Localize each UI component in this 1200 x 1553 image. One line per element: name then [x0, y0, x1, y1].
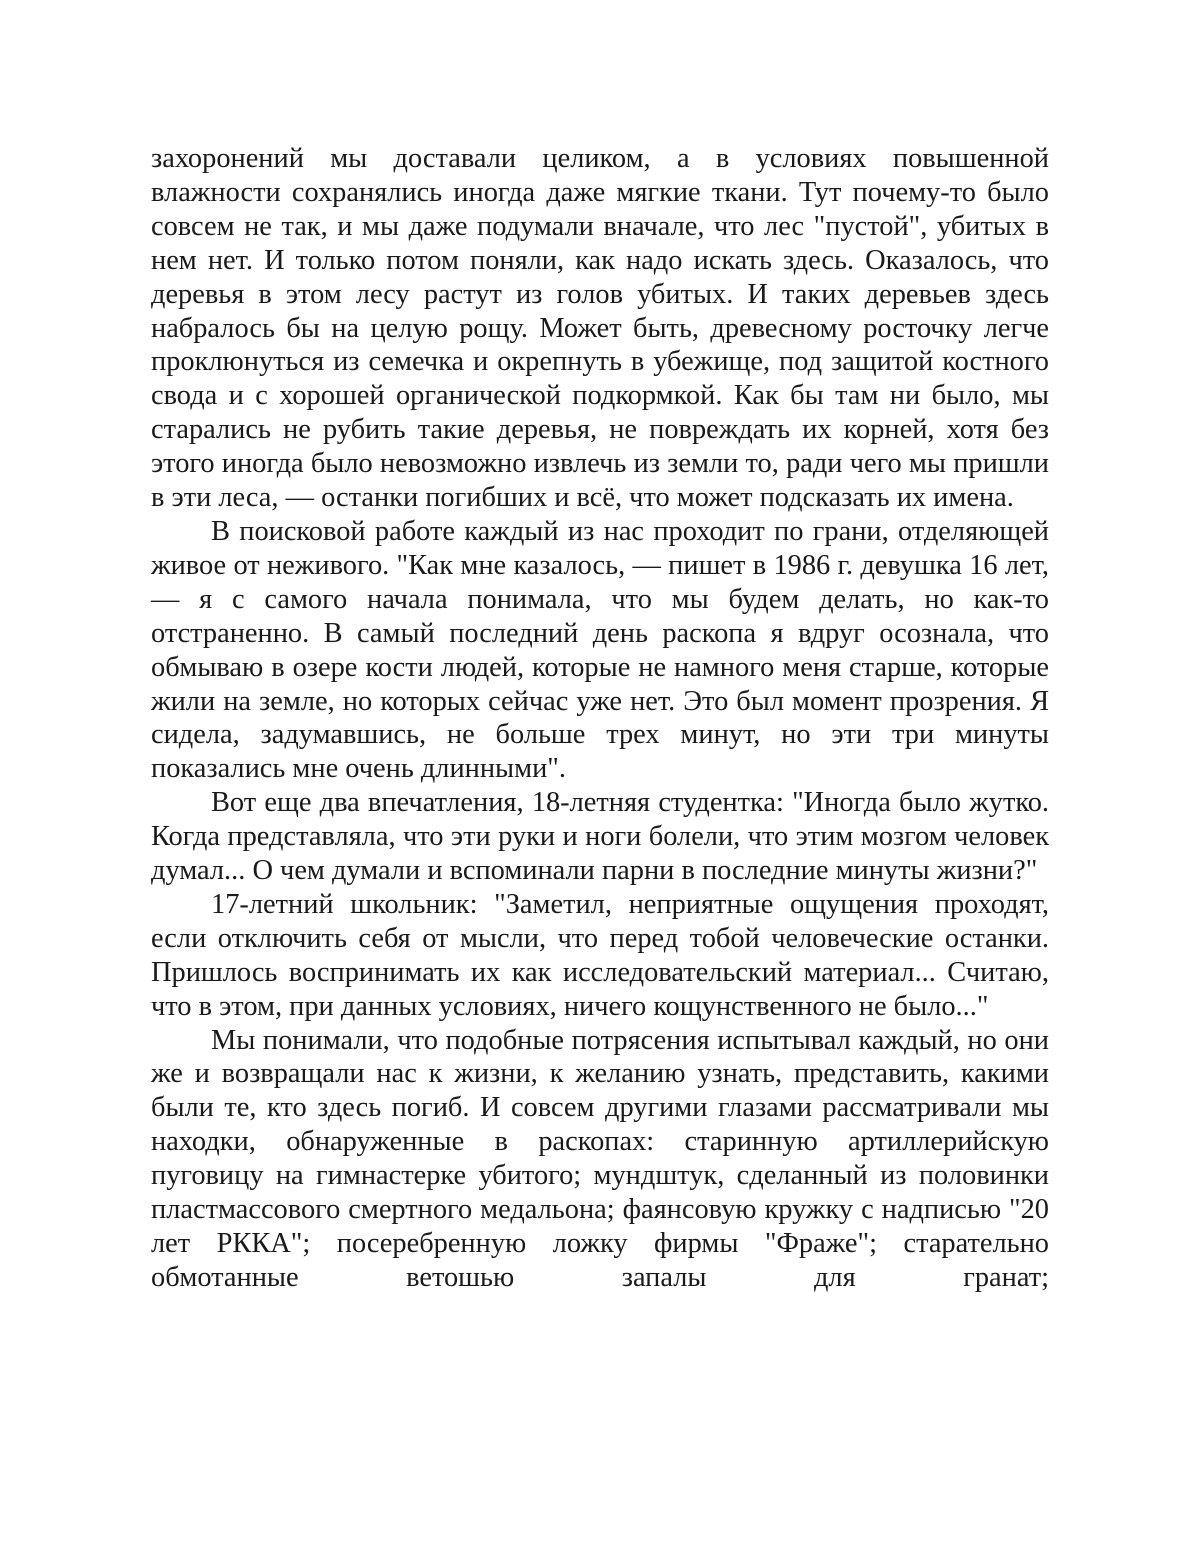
- paragraph-3: Вот еще два впечатления, 18-летняя студентка: "Иногда было жутко. Когда представляла, что эти руки и ноги болели, что этим мозгом человек думал... О чем думали и вспоминали парни в последние минуты жизни?": [151, 787, 1049, 887]
- paragraph-4: 17-летний школьник: "Заметил, неприятные ощущения проходят, если отключить себя от мысли, что перед тобой человеческие останки. Пришлось воспринимать их как исследовательский материал... Считаю, что в этом, при данных условиях, ничего кощунственного не было...": [151, 888, 1049, 1022]
- paragraph-1: захоронений мы доставали целиком, а в условиях повышенной влажности сохранялись иногда даже мягкие ткани. Тут почему-то было совсем не так, и мы даже подумали вначале, что лес "пустой", убитых в нем нет. И только потом поняли, как надо искать здесь. Оказалось, что деревья в этом лесу растут из голов убитых. И таких деревьев здесь набралось бы на целую рощу. Может быть, древесному росточку легче проклюнуться из семечка и окрепнуть в убежище, под защитой костного свода и с хорошей органической подкормкой. Как бы там ни было, мы старались не рубить такие деревья, не повреждать их корней, хотя без этого иногда было невозможно извлечь из земли то, ради чего мы пришли в эти леса, — останки погибших и всё, что может подсказать их имена.: [151, 143, 1049, 514]
- paragraph-5: Мы понимали, что подобные потрясения испытывал каждый, но они же и возвращали нас к жизни, к желанию узнать, представить, какими были те, кто здесь погиб. И совсем другими глазами рассматривали мы находки, обнаруженные в раскопах: старинную артиллерийскую пуговицу на гимнастерке убитого; мундштук, сделанный из половинки пластмассового смертного медальона; фаянсовую кружку с надписью "20 лет РККА"; посеребренную ложку фирмы "Фраже"; старательно обмотанные ветошью запалы для гранат;: [151, 1024, 1049, 1293]
- document-page: [151, 142, 1049, 1295]
- paragraph-2: В поисковой работе каждый из нас проходит по грани, отделяющей живое от неживого. "Как мне казалось, — пишет в 1986 г. девушка 16 лет, — я с самого начала понимала, что мы будем делать, но как-то отстраненно. В самый последний день раскопа я вдруг осознала, что обмываю в озере кости людей, которые не намного меня старше, которые жили на земле, но которых сейчас уже нет. Это был момент прозрения. Я сидела, задумавшись, не больше трех минут, но эти три минуты показались мне очень длинными".: [151, 515, 1049, 785]
